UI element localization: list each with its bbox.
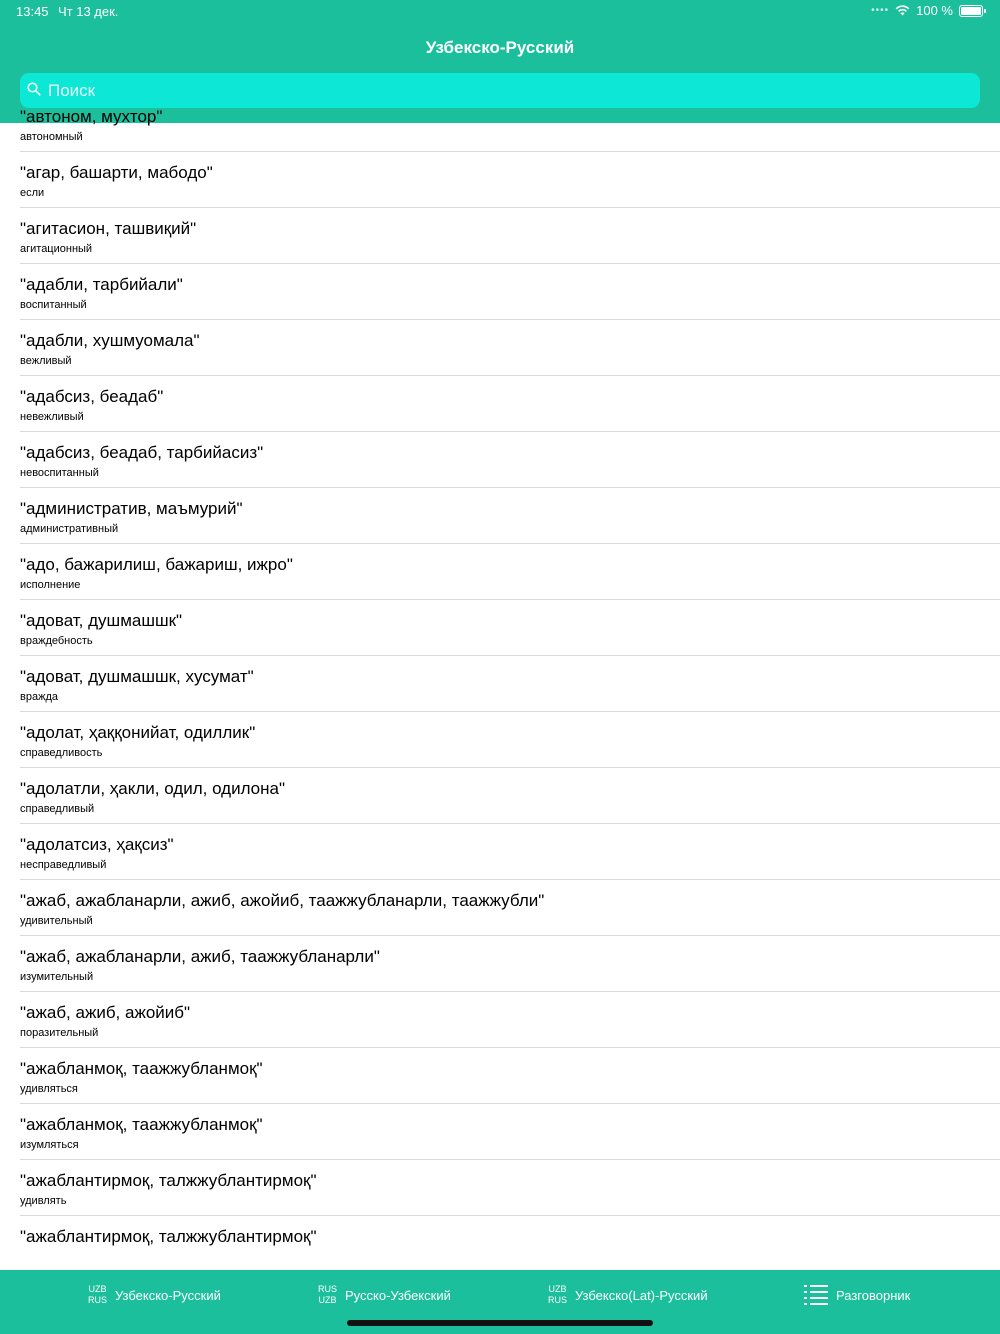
tab-label: Русско-Узбекский	[345, 1287, 451, 1303]
entry-translation: справедливость	[20, 747, 103, 759]
entry-translation: справедливый	[20, 803, 95, 815]
entry-word: "адабсиз, беадаб"	[20, 387, 164, 406]
entry-word: "адолатли, ҳакли, одил, одилона"	[20, 779, 286, 798]
tab-label: Разговорник	[836, 1287, 911, 1303]
entry-word: "адо, бажарилиш, бажариш, ижро"	[20, 555, 293, 574]
list-item[interactable]	[0, 151, 1000, 207]
home-indicator[interactable]	[347, 1320, 653, 1326]
list-item[interactable]	[0, 879, 1000, 935]
entry-word: "ажаблантирмоқ, талжжублантирмоқ"	[20, 1227, 317, 1246]
entry-translation: автономный	[20, 131, 83, 143]
entry-word: "адабли, хушмуомала"	[20, 331, 200, 350]
entry-translation: изумляться	[20, 1139, 79, 1151]
tab-label: Узбекско-Русский	[115, 1287, 221, 1303]
list-item[interactable]	[0, 767, 1000, 823]
list-item[interactable]	[0, 487, 1000, 543]
entry-translation: враждебность	[20, 635, 93, 647]
entry-word: "адоват, душмашшк"	[20, 611, 183, 630]
list-item[interactable]	[0, 1047, 1000, 1103]
entry-word: "ажаблантирмоқ, талжжублантирмоқ"	[20, 1171, 317, 1190]
list-item[interactable]	[0, 263, 1000, 319]
tab-label: Узбекско(Lat)-Русский	[575, 1287, 708, 1303]
list-item[interactable]	[0, 375, 1000, 431]
list-icon	[804, 1284, 828, 1306]
entry-translation: поразительный	[20, 1027, 99, 1039]
entry-word: "автоном, мухтор"	[20, 107, 163, 126]
list-item[interactable]	[0, 207, 1000, 263]
entry-word: "ажабланмоқ, таажжубланмоқ"	[20, 1115, 263, 1134]
entry-word: "ажаб, ажабланарли, ажиб, таажжубланарли"	[20, 947, 380, 966]
list-item[interactable]	[0, 1103, 1000, 1159]
status-bar	[0, 0, 1000, 24]
entry-word: "агар, башарти, мабодо"	[20, 163, 213, 182]
entry-word: "адолат, ҳаққонийат, одиллик"	[20, 723, 256, 742]
battery-icon	[959, 5, 983, 17]
entry-translation: удивлять	[20, 1195, 67, 1207]
entry-word: "адабсиз, беадаб, тарбийасиз"	[20, 443, 264, 462]
entry-word: "адабли, тарбийали"	[20, 275, 183, 294]
entry-translation: несправедливый	[20, 859, 107, 871]
tab-icon-bottom: RUS	[88, 1295, 108, 1305]
tab-phrasebook[interactable]	[804, 1283, 910, 1307]
rus-uzb-icon	[318, 1284, 337, 1306]
entry-translation: агитационный	[20, 243, 93, 255]
entry-translation: вежливый	[20, 355, 72, 367]
tab-uzbek-russian[interactable]	[88, 1283, 221, 1307]
entry-word: "адоват, душмашшк, хусумат"	[20, 667, 254, 686]
entry-translation: исполнение	[20, 579, 81, 591]
tab-icon-top: UZB	[548, 1284, 567, 1294]
entry-translation: административный	[20, 523, 119, 535]
entry-translation: если	[20, 187, 45, 199]
list-item[interactable]	[0, 543, 1000, 599]
status-time: 13:45	[16, 4, 49, 19]
entry-word: "ажаб, ажабланарли, ажиб, ажойиб, таажжубланарли, таажжубли"	[20, 891, 545, 910]
tab-icon-bottom: UZB	[318, 1295, 337, 1305]
tab-russian-uzbek[interactable]	[318, 1283, 451, 1307]
list-item[interactable]	[0, 935, 1000, 991]
entries-list-inner	[0, 95, 1000, 1271]
entry-word: "административ, маъмурий"	[20, 499, 243, 518]
tab-uzbek-lat-russian[interactable]	[548, 1283, 708, 1307]
list-item[interactable]	[0, 95, 1000, 151]
tab-icon-bottom: RUS	[548, 1295, 568, 1305]
signal-dots-icon: ••••	[871, 5, 890, 16]
list-item[interactable]	[0, 599, 1000, 655]
list-item[interactable]	[0, 655, 1000, 711]
entry-word: "ажабланмоқ, таажжубланмоқ"	[20, 1059, 263, 1078]
entry-word: "агитасион, ташвиқий"	[20, 219, 197, 238]
search-icon	[27, 82, 41, 96]
list-item[interactable]	[0, 431, 1000, 487]
uzb-rus-icon	[548, 1284, 567, 1306]
entry-translation: невоспитанный	[20, 467, 99, 479]
entry-translation: удивительный	[20, 915, 93, 927]
page-title: Узбекско-Русский	[425, 38, 575, 57]
battery-tip	[984, 9, 986, 13]
tab-icon-top: RUS	[318, 1284, 338, 1294]
list-item[interactable]	[0, 1215, 1000, 1271]
entry-translation: вражда	[20, 691, 58, 703]
tab-icon-top: UZB	[88, 1284, 107, 1294]
uzb-rus-icon	[88, 1284, 107, 1306]
list-item[interactable]	[0, 1159, 1000, 1215]
status-date: Чт 13 дек.	[58, 4, 119, 19]
entry-word: "ажаб, ажиб, ажойиб"	[20, 1003, 191, 1022]
entry-word: "адолатсиз, ҳақсиз"	[20, 835, 174, 854]
entry-translation: воспитанный	[20, 299, 87, 311]
list-item[interactable]	[0, 319, 1000, 375]
entry-translation: изумительный	[20, 971, 94, 983]
list-item[interactable]	[0, 823, 1000, 879]
status-right	[871, 3, 986, 18]
list-item[interactable]	[0, 711, 1000, 767]
list-item[interactable]	[0, 991, 1000, 1047]
entry-translation: удивляться	[20, 1083, 78, 1095]
entries-list[interactable]	[0, 107, 1000, 1270]
entry-translation: невежливый	[20, 411, 84, 423]
battery-percent: 100 %	[916, 3, 953, 18]
wifi-icon	[895, 5, 910, 16]
